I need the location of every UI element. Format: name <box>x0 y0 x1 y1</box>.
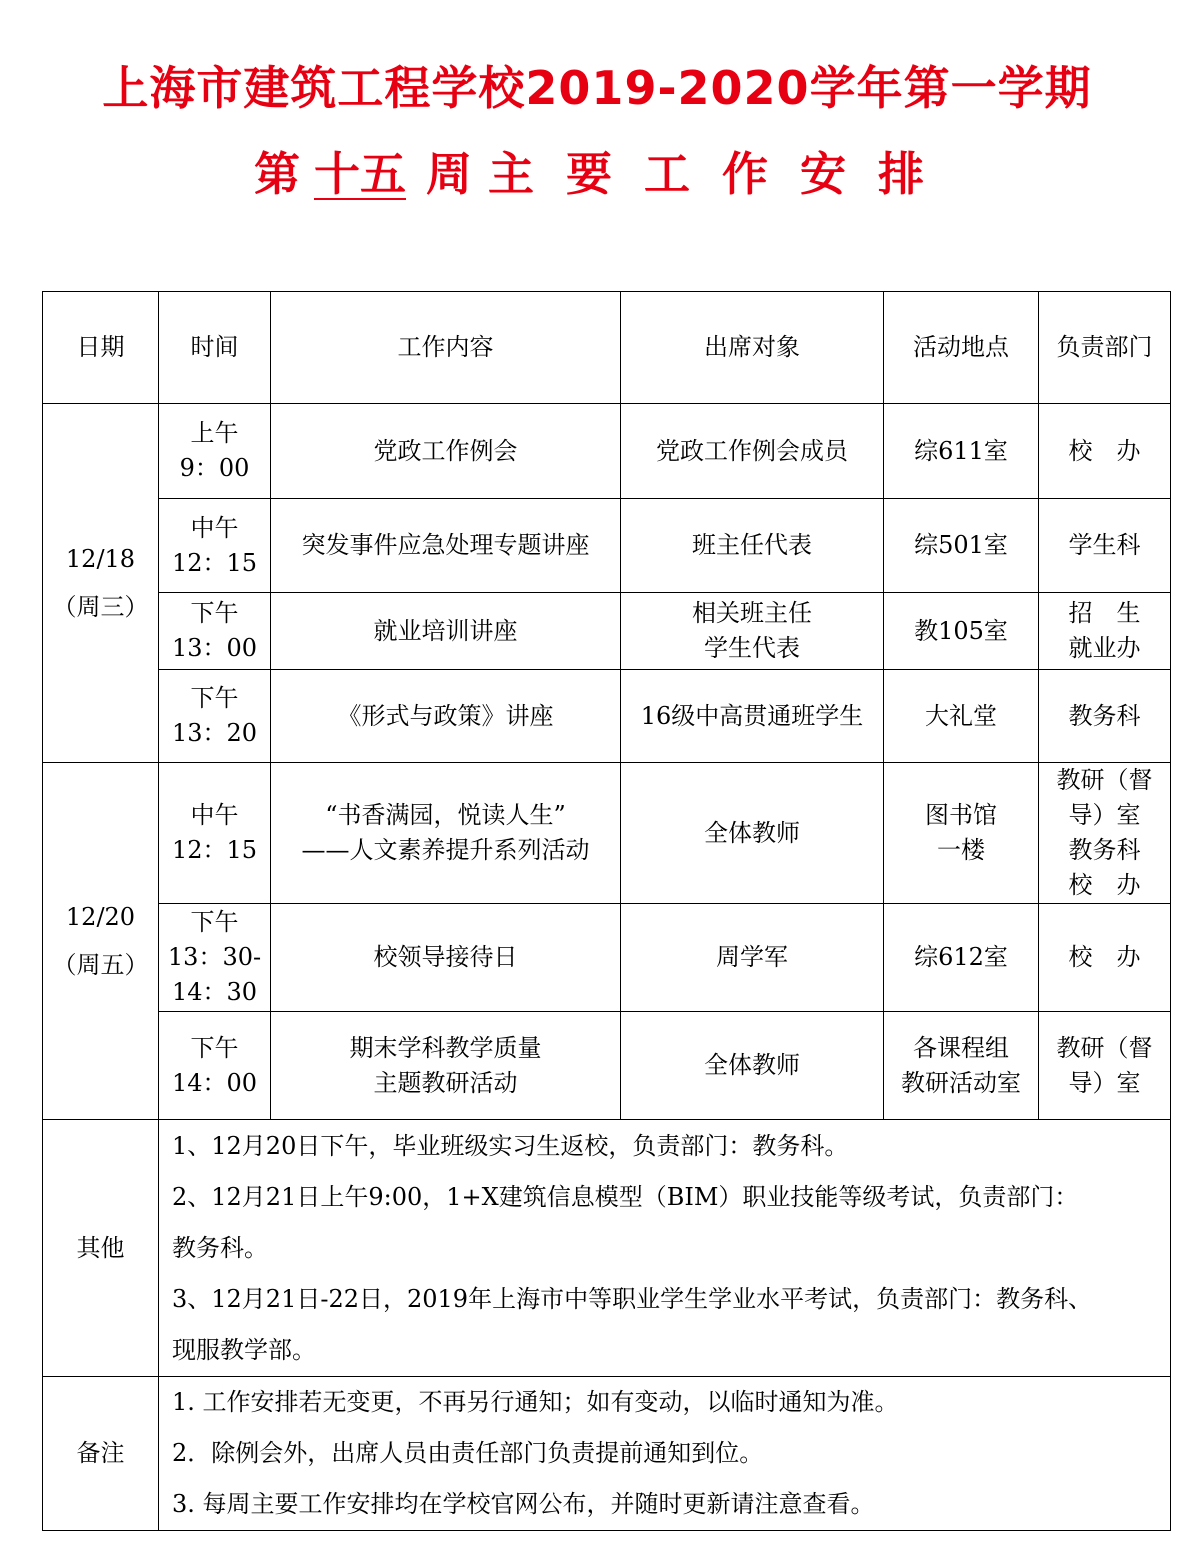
note-line: 1. 工作安排若无变更，不再另行通知；如有变动，以临时通知为准。 <box>172 1388 899 1416</box>
table-row <box>43 670 1171 763</box>
attendees-cell <box>621 763 884 904</box>
content-cell <box>271 1012 621 1120</box>
time-cell <box>159 904 271 1012</box>
cell-line: 大礼堂 <box>925 701 997 730</box>
date-cell <box>43 763 159 1120</box>
weekday-value: （周五） <box>52 951 149 979</box>
date-cell <box>43 404 159 763</box>
header-time: 时间 <box>159 292 271 404</box>
cell-line: 图书馆 <box>925 801 997 829</box>
subtitle-word: 作 <box>722 147 768 201</box>
cell-line: 相关班主任 <box>692 599 812 627</box>
notes-row <box>43 1377 1171 1531</box>
attendees-cell <box>621 499 884 593</box>
cell-line: 导）室 <box>1068 801 1141 829</box>
other-line: 2、12月21日上午9:00，1+X建筑信息模型（BIM）职业技能等级考试，负责部门： <box>172 1182 1079 1211</box>
table-row <box>43 763 1171 904</box>
cell-line: 教105室 <box>914 616 1008 645</box>
document-subtitle <box>0 144 1194 204</box>
location-cell <box>884 1012 1039 1120</box>
other-line: 现服教学部。 <box>172 1335 316 1364</box>
header-row <box>43 292 1171 404</box>
dept-cell <box>1039 763 1171 904</box>
cell-line: 教研活动室 <box>901 1068 1021 1097</box>
cell-line: ——人文素养提升系列活动 <box>301 836 590 864</box>
dept-cell <box>1039 670 1171 763</box>
cell-line: 下午 <box>190 908 239 936</box>
table-row <box>43 593 1171 670</box>
cell-line: 12：15 <box>171 836 258 864</box>
attendees-cell <box>621 1012 884 1120</box>
content-cell <box>271 499 621 593</box>
subtitle-word: 安 <box>800 147 846 201</box>
cell-line: 党政工作例会成员 <box>656 436 848 465</box>
cell-line: 导）室 <box>1068 1068 1141 1097</box>
attendees-cell <box>621 593 884 670</box>
subtitle-word: 排 <box>878 147 924 201</box>
cell-line: 就业培训讲座 <box>373 616 518 645</box>
dept-cell <box>1039 593 1171 670</box>
location-cell <box>884 763 1039 904</box>
attendees-cell <box>621 904 884 1012</box>
location-cell <box>884 670 1039 763</box>
cell-line: 一楼 <box>937 836 985 864</box>
cell-line: 全体教师 <box>704 1051 800 1079</box>
location-cell <box>884 499 1039 593</box>
cell-line: 党政工作例会 <box>373 436 518 465</box>
cell-line: 13：30- <box>167 943 262 971</box>
subtitle-word: 工 <box>644 147 690 201</box>
cell-line: 学生代表 <box>704 634 800 662</box>
cell-line: 校 办 <box>1068 943 1141 971</box>
header-dept: 负责部门 <box>1039 292 1171 404</box>
dept-cell <box>1039 404 1171 499</box>
cell-line: 综611室 <box>914 436 1008 465</box>
time-cell <box>159 499 271 593</box>
cell-line: 14：00 <box>171 1068 258 1097</box>
cell-line: 综612室 <box>914 943 1008 971</box>
cell-line: 突发事件应急处理专题讲座 <box>301 531 590 559</box>
cell-line: 各课程组 <box>913 1033 1009 1062</box>
table-row <box>43 499 1171 593</box>
cell-line: 综501室 <box>914 531 1008 559</box>
cell-line: 班主任代表 <box>692 531 812 559</box>
cell-line: 主题教研活动 <box>373 1068 518 1097</box>
cell-line: 中午 <box>190 513 239 542</box>
cell-line: 教务科 <box>1068 701 1141 730</box>
schedule-table <box>42 291 1171 1531</box>
time-cell <box>159 593 271 670</box>
other-content <box>159 1120 1171 1377</box>
cell-line: 下午 <box>190 599 239 627</box>
dept-cell <box>1039 1012 1171 1120</box>
cell-line: 9：00 <box>179 454 250 482</box>
content-cell <box>271 904 621 1012</box>
other-line: 3、12月21日-22日，2019年上海市中等职业学生学业水平考试，负责部门：教务科、 <box>172 1284 1093 1313</box>
cell-line: “书香满园，悦读人生” <box>325 801 566 829</box>
subtitle-word: 主 <box>488 147 534 201</box>
cell-line: 教研（督 <box>1056 1033 1153 1062</box>
cell-line: 就业办 <box>1068 634 1141 662</box>
subtitle-word: 周 <box>426 147 472 201</box>
time-cell <box>159 670 271 763</box>
other-line: 1、12月20日下午，毕业班级实习生返校，负责部门：教务科。 <box>172 1131 849 1160</box>
header-content: 工作内容 <box>271 292 621 404</box>
content-cell <box>271 670 621 763</box>
content-cell <box>271 763 621 904</box>
cell-line: 12：15 <box>171 548 258 577</box>
location-cell <box>884 593 1039 670</box>
location-cell <box>884 404 1039 499</box>
location-cell <box>884 904 1039 1012</box>
date-value: 12/20 <box>65 903 136 931</box>
notes-content <box>159 1377 1171 1531</box>
cell-line: 校领导接待日 <box>373 943 518 971</box>
cell-line: 14：30 <box>171 978 258 1006</box>
dept-cell <box>1039 499 1171 593</box>
other-row <box>43 1120 1171 1377</box>
cell-line: 《形式与政策》讲座 <box>337 701 554 730</box>
cell-line: 学生科 <box>1068 531 1141 559</box>
cell-line: 校 办 <box>1068 436 1141 465</box>
table-row <box>43 904 1171 1012</box>
cell-line: 中午 <box>190 801 239 829</box>
notes-label: 备注 <box>43 1377 159 1531</box>
cell-line: 上午 <box>190 419 239 447</box>
cell-line: 下午 <box>190 1033 239 1062</box>
weekday-value: （周三） <box>52 593 149 621</box>
table-row <box>43 1012 1171 1120</box>
other-line: 教务科。 <box>172 1233 268 1262</box>
dept-cell <box>1039 904 1171 1012</box>
note-line: 3. 每周主要工作安排均在学校官网公布，并随时更新请注意查看。 <box>172 1490 875 1518</box>
header-location: 活动地点 <box>884 292 1039 404</box>
cell-line: 教务科 <box>1068 836 1141 864</box>
week-number: 十五 <box>314 147 406 201</box>
cell-line: 校 办 <box>1068 871 1141 899</box>
attendees-cell <box>621 670 884 763</box>
time-cell <box>159 1012 271 1120</box>
subtitle-prefix: 第 <box>254 147 300 201</box>
note-line: 2．除例会外，出席人员由责任部门负责提前通知到位。 <box>172 1439 764 1467</box>
cell-line: 全体教师 <box>704 818 800 847</box>
cell-line: 16级中高贯通班学生 <box>640 701 864 730</box>
time-cell <box>159 763 271 904</box>
attendees-cell <box>621 404 884 499</box>
subtitle-word: 要 <box>566 147 612 201</box>
cell-line: 期末学科教学质量 <box>349 1033 542 1062</box>
cell-line: 教研（督 <box>1056 766 1153 794</box>
cell-line: 13：20 <box>171 719 258 747</box>
cell-line: 招 生 <box>1068 599 1141 627</box>
content-cell <box>271 593 621 670</box>
time-cell <box>159 404 271 499</box>
document-title: 上海市建筑工程学校2019-2020学年第一学期 <box>102 61 1092 115</box>
other-label: 其他 <box>43 1120 159 1377</box>
header-date: 日期 <box>43 292 159 404</box>
cell-line: 13：00 <box>171 634 258 662</box>
content-cell <box>271 404 621 499</box>
header-attendees: 出席对象 <box>621 292 884 404</box>
cell-line: 周学军 <box>716 943 788 971</box>
cell-line: 下午 <box>190 684 239 712</box>
table-row <box>43 404 1171 499</box>
date-value: 12/18 <box>65 545 136 573</box>
